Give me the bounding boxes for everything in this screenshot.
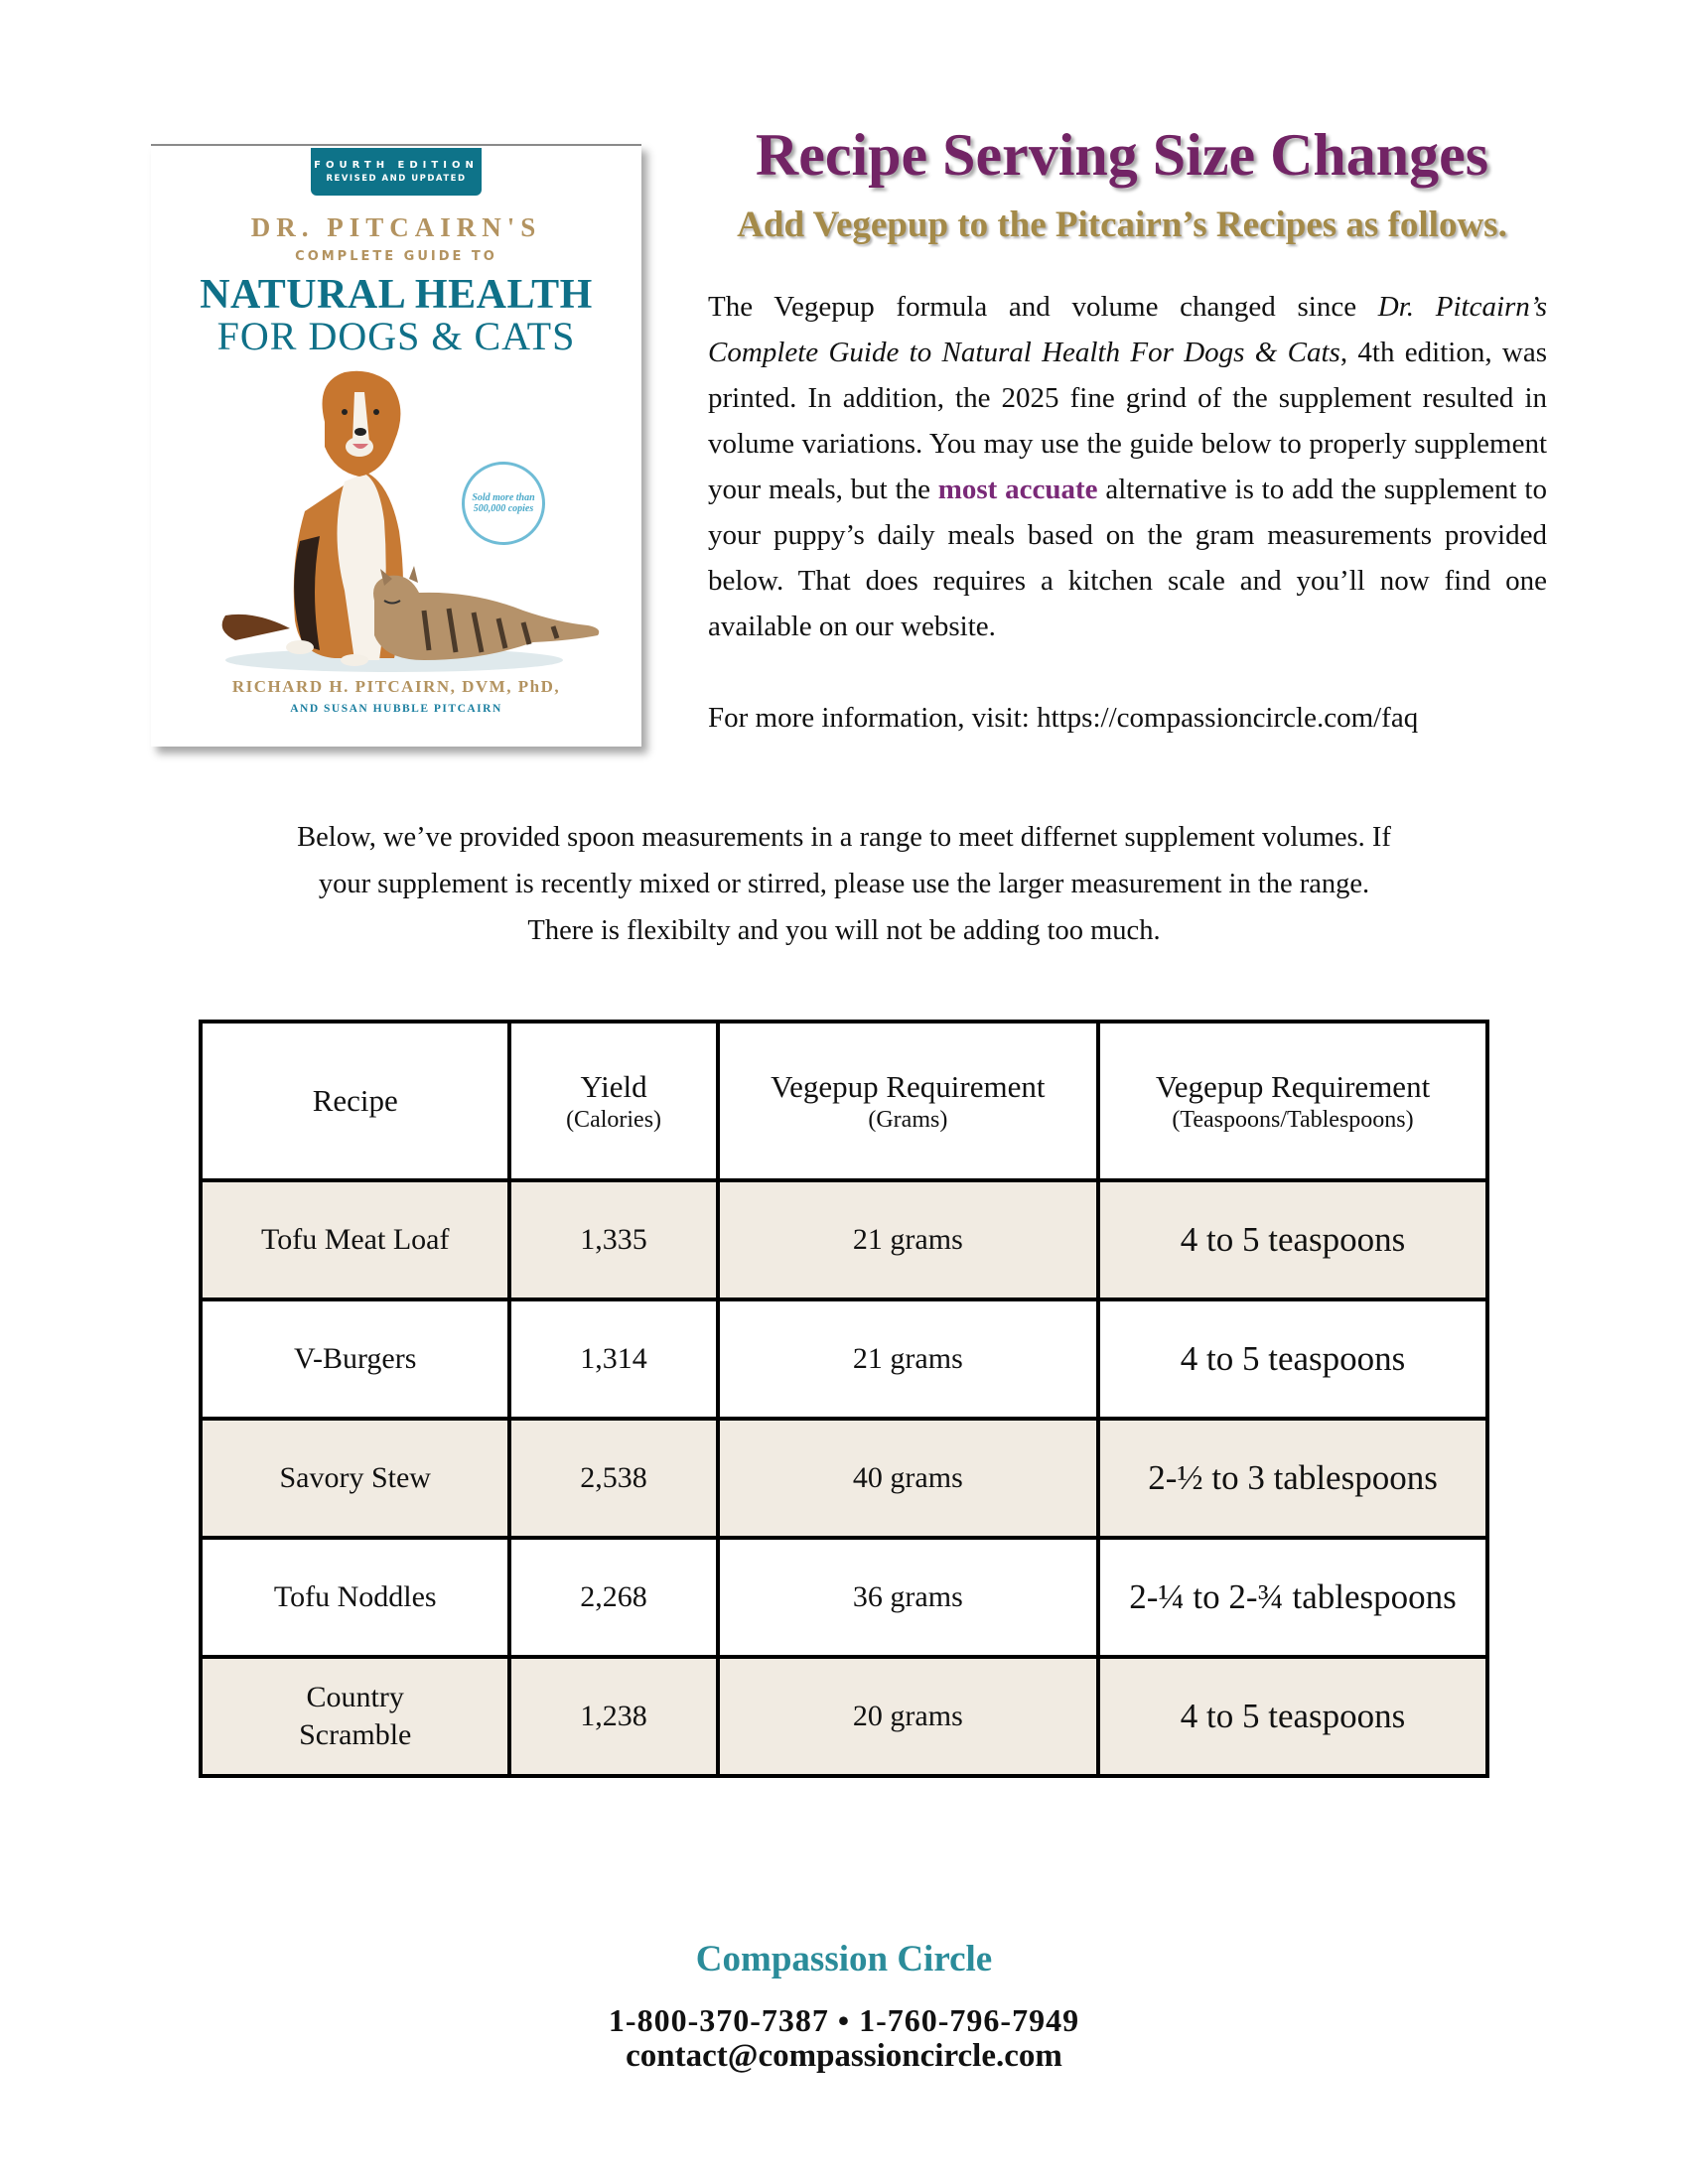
cell-grams: 40 grams (718, 1419, 1098, 1538)
intro-text-1: The Vegepup formula and volume changed since (708, 291, 1378, 323)
measurement-note (189, 814, 1499, 954)
cell-spoons: 2-¼ to 2-¾ tablespoons (1098, 1538, 1487, 1657)
table-row (201, 1538, 1487, 1657)
cell-spoons: 4 to 5 teaspoons (1098, 1299, 1487, 1419)
page-subtitle: Add Vegepup to the Pitcairn’s Recipes as follows. (737, 205, 1507, 245)
cover-subtitle: COMPLETE GUIDE TO (295, 249, 497, 264)
intro-text-2: , 4th edition, was printed. In addition, the 2025 fine grind of the supplement resulted in volume variations. You may use the guide below to properly supplement your meals, but the (708, 337, 1548, 505)
more-info-label: For more information, visit: (708, 702, 1038, 734)
edition-badge-line1: FOURTH EDITION (314, 160, 479, 171)
cover-author-title: DR. PITCAIRN'S (250, 212, 542, 242)
footer-phone-numbers: 1-800-370-7387 • 1-760-796-7949 (608, 2002, 1080, 2038)
highlight-most-accurate: most accuate (937, 474, 1098, 505)
header-yield-label: Yield (580, 1069, 647, 1104)
cell-recipe: Tofu Meat Loaf (201, 1180, 509, 1299)
header-grams-label: Vegepup Requirement (771, 1069, 1046, 1104)
footer-email[interactable]: contact@compassioncircle.com (626, 2038, 1062, 2074)
table-row (201, 1299, 1487, 1419)
cell-spoons: 4 to 5 teaspoons (1098, 1180, 1487, 1299)
header-yield-sub: (Calories) (566, 1107, 662, 1133)
book-cover-image (151, 144, 641, 747)
header-grams (718, 1022, 1098, 1180)
cell-recipe (201, 1657, 509, 1776)
header-yield (509, 1022, 717, 1180)
footer-organization: Compassion Circle (695, 1939, 993, 1979)
note-line-2: your supplement is recently mixed or stirred, please use the larger measurement in the range. (318, 869, 1370, 899)
cell-spoons: 4 to 5 teaspoons (1098, 1657, 1487, 1776)
cell-yield: 2,268 (509, 1538, 717, 1657)
intro-text-3: alternative is to add the supplement to your puppy’s daily meals based on the gram measurements provided below. That does requires a kitchen scale and you’ll now find one available on our website. (708, 474, 1547, 642)
header-spoons (1098, 1022, 1487, 1180)
cover-title-line1: NATURAL HEALTH (200, 272, 593, 318)
recipe-table (199, 1020, 1489, 1778)
cell-spoons: 2-½ to 3 tablespoons (1098, 1419, 1487, 1538)
header-spoons-label: Vegepup Requirement (1155, 1069, 1431, 1104)
sales-seal: Sold more than 500,000 copies (462, 462, 545, 545)
cover-author-line2: AND SUSAN HUBBLE PITCAIRN (290, 703, 502, 715)
cell-recipe: Savory Stew (201, 1419, 509, 1538)
header-grams-sub: (Grams) (868, 1107, 948, 1133)
cell-grams: 20 grams (718, 1657, 1098, 1776)
cover-title-line2: FOR DOGS & CATS (216, 314, 576, 358)
table-row (201, 1419, 1487, 1538)
page-title: Recipe Serving Size Changes (755, 122, 1489, 188)
cell-recipe: Tofu Noddles (201, 1538, 509, 1657)
cell-yield: 2,538 (509, 1419, 717, 1538)
table-header-row (201, 1022, 1487, 1180)
cell-recipe-text: Country Scramble (299, 1681, 412, 1751)
edition-badge-line2: REVISED AND UPDATED (326, 174, 467, 184)
cell-grams: 36 grams (718, 1538, 1098, 1657)
note-line-3: There is flexibilty and you will not be adding too much. (527, 915, 1161, 946)
cell-yield: 1,335 (509, 1180, 717, 1299)
cell-grams: 21 grams (718, 1299, 1098, 1419)
dog-and-cat-illustration (196, 362, 613, 680)
header-recipe-label: Recipe (312, 1083, 398, 1118)
faq-link[interactable]: https://compassioncircle.com/faq (1037, 702, 1419, 734)
cell-grams: 21 grams (718, 1180, 1098, 1299)
cell-recipe: V-Burgers (201, 1299, 509, 1419)
more-info-line (708, 702, 1418, 735)
cover-author-line1: RICHARD H. PITCAIRN, DVM, PhD, (231, 677, 561, 696)
header-spoons-sub: (Teaspoons/Tablespoons) (1172, 1107, 1414, 1133)
book-title-reference: Dr. Pitcairn’s Complete Guide to Natural Health For Dogs & Cats (708, 291, 1547, 368)
cell-yield: 1,314 (509, 1299, 717, 1419)
edition-badge (311, 148, 482, 196)
header-recipe (201, 1022, 509, 1180)
intro-paragraph (708, 284, 1547, 649)
table-row (201, 1180, 1487, 1299)
cell-yield: 1,238 (509, 1657, 717, 1776)
note-line-1: Below, we’ve provided spoon measurements in a range to meet differnet supplement volumes. If (297, 822, 1391, 853)
table-row (201, 1657, 1487, 1776)
